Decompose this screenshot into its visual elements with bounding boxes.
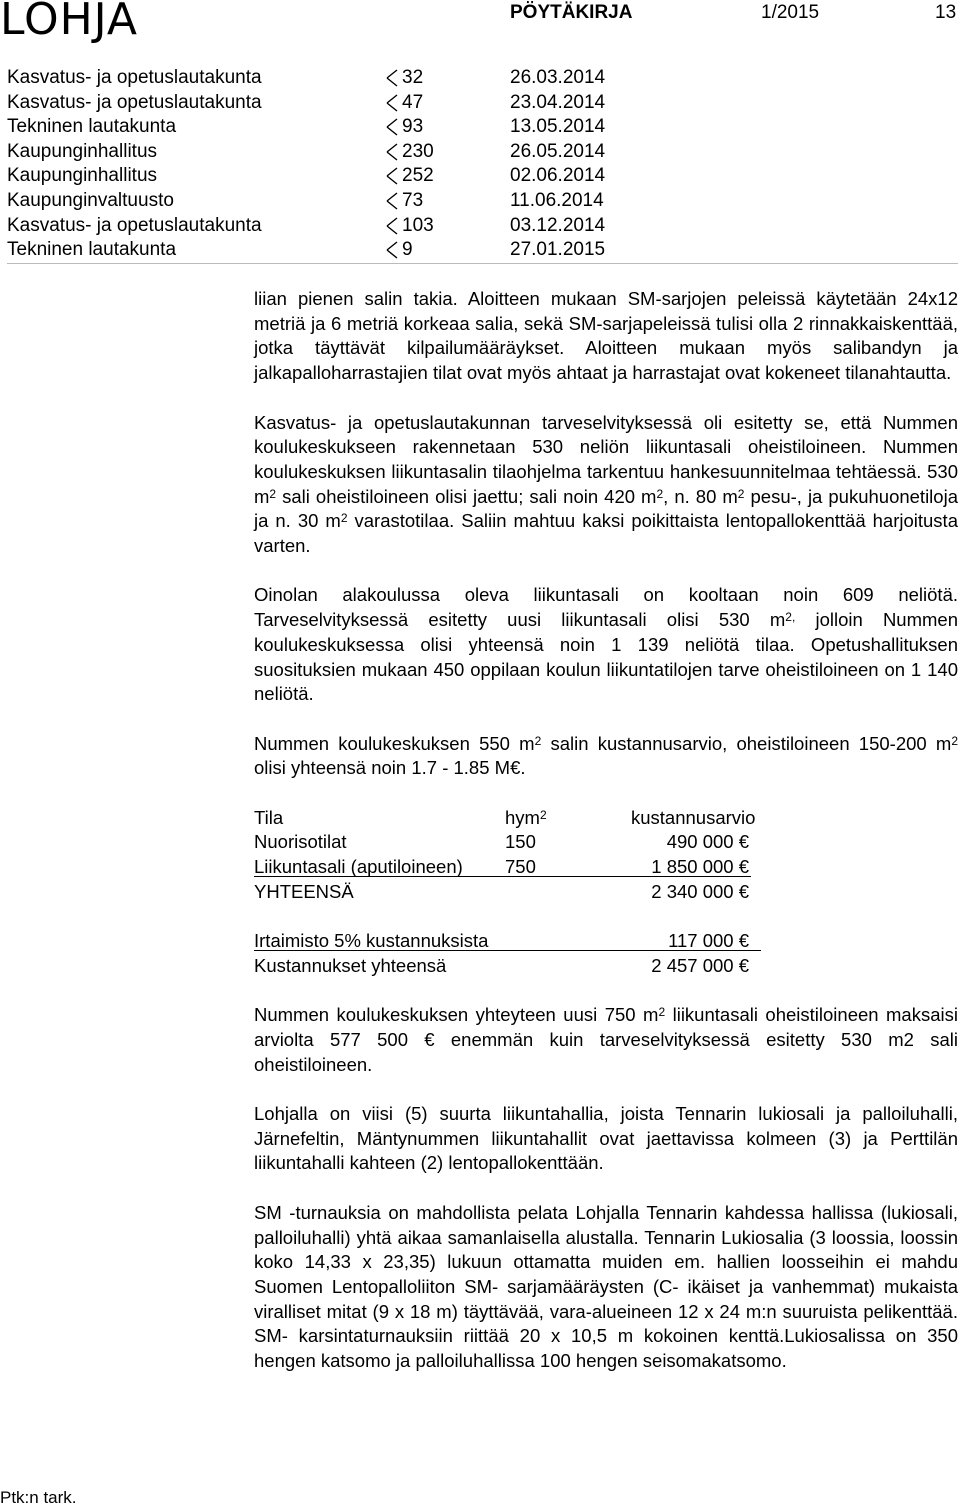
underline	[254, 876, 751, 877]
history-row	[7, 91, 958, 116]
table-cell: Irtaimisto 5% kustannuksista	[254, 930, 489, 952]
section-sign-icon	[384, 217, 400, 235]
history-date: 11.06.2014	[510, 189, 604, 211]
table-row	[254, 830, 774, 855]
paragraph: SM -turnauksia on mahdollista pelata Lohjalla Tennarin kahdessa hallissa (lukiosali, palloiluhalli) yhtä aikaa samanlaisella alustalla. Tennarin Lukiosalia (3 loossia, loossin koko 14,33 x 23,35) lukuun ottamatta muiden em. hallien loosseihin ei mahdu Suomen Lentopalloliiton SM- sarjamääräysten (C- ikäiset ja vanhemmat) mukaista viralliset mitat (9 x 18 m) täyttävää, vara-alueineen 12 x 24 m:n suuruista pelikenttää. SM- karsintaturnauksiin riittää 20 x 10,5 m kokoinen kenttä.Lukiosalissa on 350 hengen katsomo ja palloiluhallissa 100 hengen seisomakatsomo.	[254, 1201, 958, 1372]
history-divider	[7, 263, 958, 264]
table-cell: 490 000 €	[666, 831, 749, 853]
history-date: 27.01.2015	[510, 239, 606, 261]
table-cell: Liikuntasali (aputiloineen)	[254, 856, 463, 878]
table-cell: 150	[505, 831, 536, 853]
section-sign-icon	[384, 94, 400, 112]
history-organ: Kasvatus- ja opetuslautakunta	[7, 67, 262, 88]
history-section-number: 103	[402, 214, 434, 236]
history-date: 02.06.2014	[510, 165, 606, 187]
history-row	[7, 214, 958, 239]
section-sign-icon	[384, 143, 400, 161]
history-section-number: 73	[402, 189, 424, 211]
table-cell: 2 457 000 €	[651, 954, 749, 976]
section-sign-icon	[384, 167, 400, 185]
document-body	[254, 287, 958, 1398]
table-cell: 2 340 000 €	[651, 880, 749, 902]
history-section-number: 93	[402, 116, 424, 138]
footer-initials-label: Ptk:n tark.	[0, 1488, 77, 1507]
history-organ: Tekninen lautakunta	[7, 239, 177, 261]
table-cell: 750	[505, 856, 536, 878]
history-organ: Kasvatus- ja opetuslautakunta	[7, 91, 262, 113]
paragraph: Nummen koulukeskuksen yhteyteen uusi 750 $m^2$ liikuntasali oheistiloineen maksaisi arviolta 577 500 € enemmän kuin tarveselvityksessä esitetty 530 m2 sali oheistiloineen.	[254, 1004, 958, 1075]
column-header: kustannusarvio	[631, 806, 756, 828]
cost-table-header	[254, 806, 774, 831]
history-section-number: 230	[402, 140, 434, 162]
paragraph: liian pienen salin takia. Aloitteen mukaan SM-sarjojen peleissä käytetään 24x12 metriä ja 6 metriä korkeaa salia, sekä SM-sarjapeleissä tulisi olla 2 rinnakkaiskenttää, jotka täyttävät kilpailumääräykset. Aloitteen mukaan myös salibandyn ja jalkapalloharrastajien tilat ovat myös ahtaat ja harrastajat ovat kokeneet tilanahtautta.	[254, 288, 958, 384]
table-row	[254, 855, 774, 880]
lohja-logo: LOHJA	[0, 0, 138, 45]
section-sign-icon	[384, 69, 400, 87]
section-sign-icon	[384, 241, 400, 259]
page-header	[0, 0, 960, 44]
page-number: 13	[935, 2, 957, 23]
table-cell: Kustannukset yhteensä	[254, 954, 447, 976]
history-row	[7, 189, 958, 214]
history-date: 26.03.2014	[510, 67, 606, 88]
table-cell: 117 000 €	[668, 930, 749, 952]
table-row	[254, 880, 774, 905]
underline	[254, 950, 761, 951]
history-organ: Kaupunginvaltuusto	[7, 189, 174, 211]
history-organ: Kaupunginhallitus	[7, 140, 158, 162]
history-section-number: 9	[402, 239, 413, 261]
history-section-number: 252	[402, 165, 434, 187]
cost-table	[254, 806, 774, 905]
table-row	[254, 954, 774, 979]
history-date: 03.12.2014	[510, 214, 606, 236]
table-cell: 1 850 000 €	[651, 856, 749, 878]
table-cell: YHTEENSÄ	[254, 880, 354, 902]
document-number: 1/2015	[761, 2, 820, 23]
history-row	[7, 140, 958, 165]
cost-summary	[254, 929, 774, 978]
decision-history	[7, 66, 958, 263]
history-date: 23.04.2014	[510, 91, 606, 113]
history-row	[7, 115, 958, 140]
column-header: Tila	[254, 806, 284, 828]
paragraph: Kasvatus- ja opetuslautakunnan tarveselvityksessä oli esitetty se, että Nummen koulukeskukseen rakennetaan 530 neliön liikuntasali oheistiloineen. Nummen koulukeskuksen liikuntasalin tilaohjelma tarkentuu hankesuunnitelmaa tehtäessä. 530 $m^2$ sali oheistiloineen olisi jaettu; sali noin 420 $m^2$, n. 80 $m^2$ pesu-, ja pukuhuonetiloja ja n. 30 $m^2$ varastotilaa. Saliin mahtuu kaksi poikittaista lentopallokenttää harjoitusta varten.	[254, 411, 958, 557]
document-type: PÖYTÄKIRJA	[510, 2, 633, 23]
section-sign-icon	[384, 192, 400, 210]
section-sign-icon	[384, 118, 400, 136]
history-organ: Kaupunginhallitus	[7, 165, 158, 187]
history-row	[7, 66, 958, 91]
history-row	[7, 164, 958, 189]
table-row	[254, 929, 774, 954]
paragraph: Nummen koulukeskuksen 550 $m^2$ salin kustannusarvio, oheistiloineen 150-200 $m^2$ olisi yhteensä noin 1.7 - 1.85 M€.	[254, 732, 958, 779]
history-organ: Kasvatus- ja opetuslautakunta	[7, 214, 262, 236]
history-organ: Tekninen lautakunta	[7, 116, 177, 138]
paragraph: Lohjalla on viisi (5) suurta liikuntahallia, joista Tennarin lukiosali ja palloiluhalli, Järnefeltin, Mäntynummen liikuntahallit ovat jaettavissa kolmeen (3) ja Perttilän liikuntahalli kahteen (2) lentopallokenttään.	[254, 1103, 958, 1174]
table-cell: Nuorisotilat	[254, 831, 347, 853]
history-row	[7, 238, 958, 263]
history-date: 26.05.2014	[510, 140, 606, 162]
history-date: 13.05.2014	[510, 116, 606, 138]
history-section-number: 47	[402, 91, 424, 113]
paragraph: Oinolan alakoulussa oleva liikuntasali on kooltaan noin 609 neliötä. Tarveselvityksessä esitetty uusi liikuntasali olisi 530 $m^{2,}$ jolloin Nummen koulukeskuksessa olisi yhteensä noin 1 139 neliötä tilaa. Opetushallituksen suosituksien mukaan 450 oppilaan koulun liikuntatilojen tarve oheistiloineen on 1 140 neliötä.	[254, 584, 958, 705]
column-header: hym$^2$	[505, 806, 547, 828]
history-section-number: 32	[402, 67, 424, 88]
